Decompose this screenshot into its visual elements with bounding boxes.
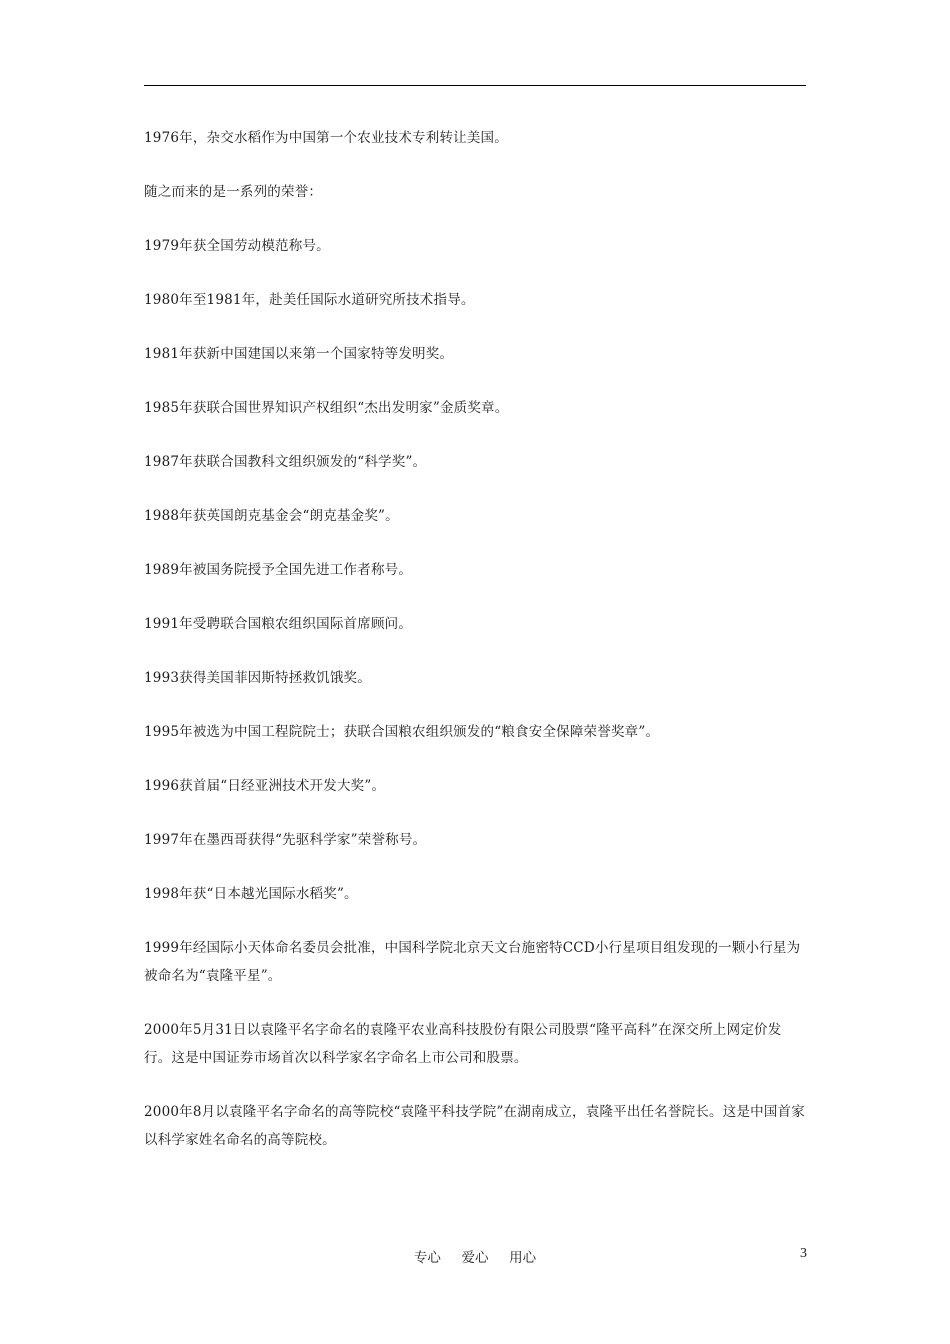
page-footer	[0, 1246, 950, 1270]
paragraph: 2000年8月以袁隆平名字命名的高等院校“袁隆平科技学院”在湖南成立，袁隆平出任名誉院长。这是中国首家以科学家姓名命名的高等院校。	[144, 1104, 805, 1148]
paragraph: 1993获得美国菲因斯特拯救饥饿奖。	[144, 670, 371, 686]
paragraph: 1997年在墨西哥获得“先驱科学家”荣誉称号。	[144, 832, 427, 848]
paragraph: 随之而来的是一系列的荣誉：	[144, 184, 323, 200]
paragraph: 1996获首届“日经亚洲技术开发大奖”。	[144, 778, 386, 794]
paragraph: 1981年获新中国建国以来第一个国家特等发明奖。	[144, 346, 454, 362]
paragraph: 1989年被国务院授予全国先进工作者称号。	[144, 562, 413, 578]
footer-motto: 专心 爱心 用心	[413, 1250, 537, 1266]
paragraph: 1979年获全国劳动模范称号。	[144, 238, 330, 254]
paragraph: 1980年至1981年，赴美任国际水道研究所技术指导。	[144, 292, 475, 308]
paragraph: 1987年获联合国教科文组织颁发的“科学奖”。	[144, 454, 427, 470]
paragraph: 1998年获“日本越光国际水稻奖”。	[144, 886, 358, 902]
header-rule	[144, 85, 806, 86]
paragraph: 1985年获联合国世界知识产权组织“杰出发明家”金质奖章。	[144, 400, 509, 416]
paragraph: 1999年经国际小天体命名委员会批准，中国科学院北京天文台施密特CCD小行星项目组发现的一颗小行星为被命名为“袁隆平星”。	[144, 940, 801, 984]
paragraph: 1988年获英国朗克基金会“朗克基金奖”。	[144, 508, 399, 524]
paragraph: 1991年受聘联合国粮农组织国际首席顾问。	[144, 616, 413, 632]
document-body	[144, 124, 806, 1180]
page-number: 3	[800, 1246, 807, 1261]
paragraph: 1995年被选为中国工程院院士；获联合国粮农组织颁发的“粮食安全保障荣誉奖章”。	[144, 724, 660, 740]
paragraph: 1976年，杂交水稻作为中国第一个农业技术专利转让美国。	[144, 130, 508, 146]
paragraph: 2000年5月31日以袁隆平名字命名的袁隆平农业高科技股份有限公司股票“隆平高科”在深交所上网定价发行。这是中国证券市场首次以科学家名字命名上市公司和股票。	[144, 1022, 782, 1066]
